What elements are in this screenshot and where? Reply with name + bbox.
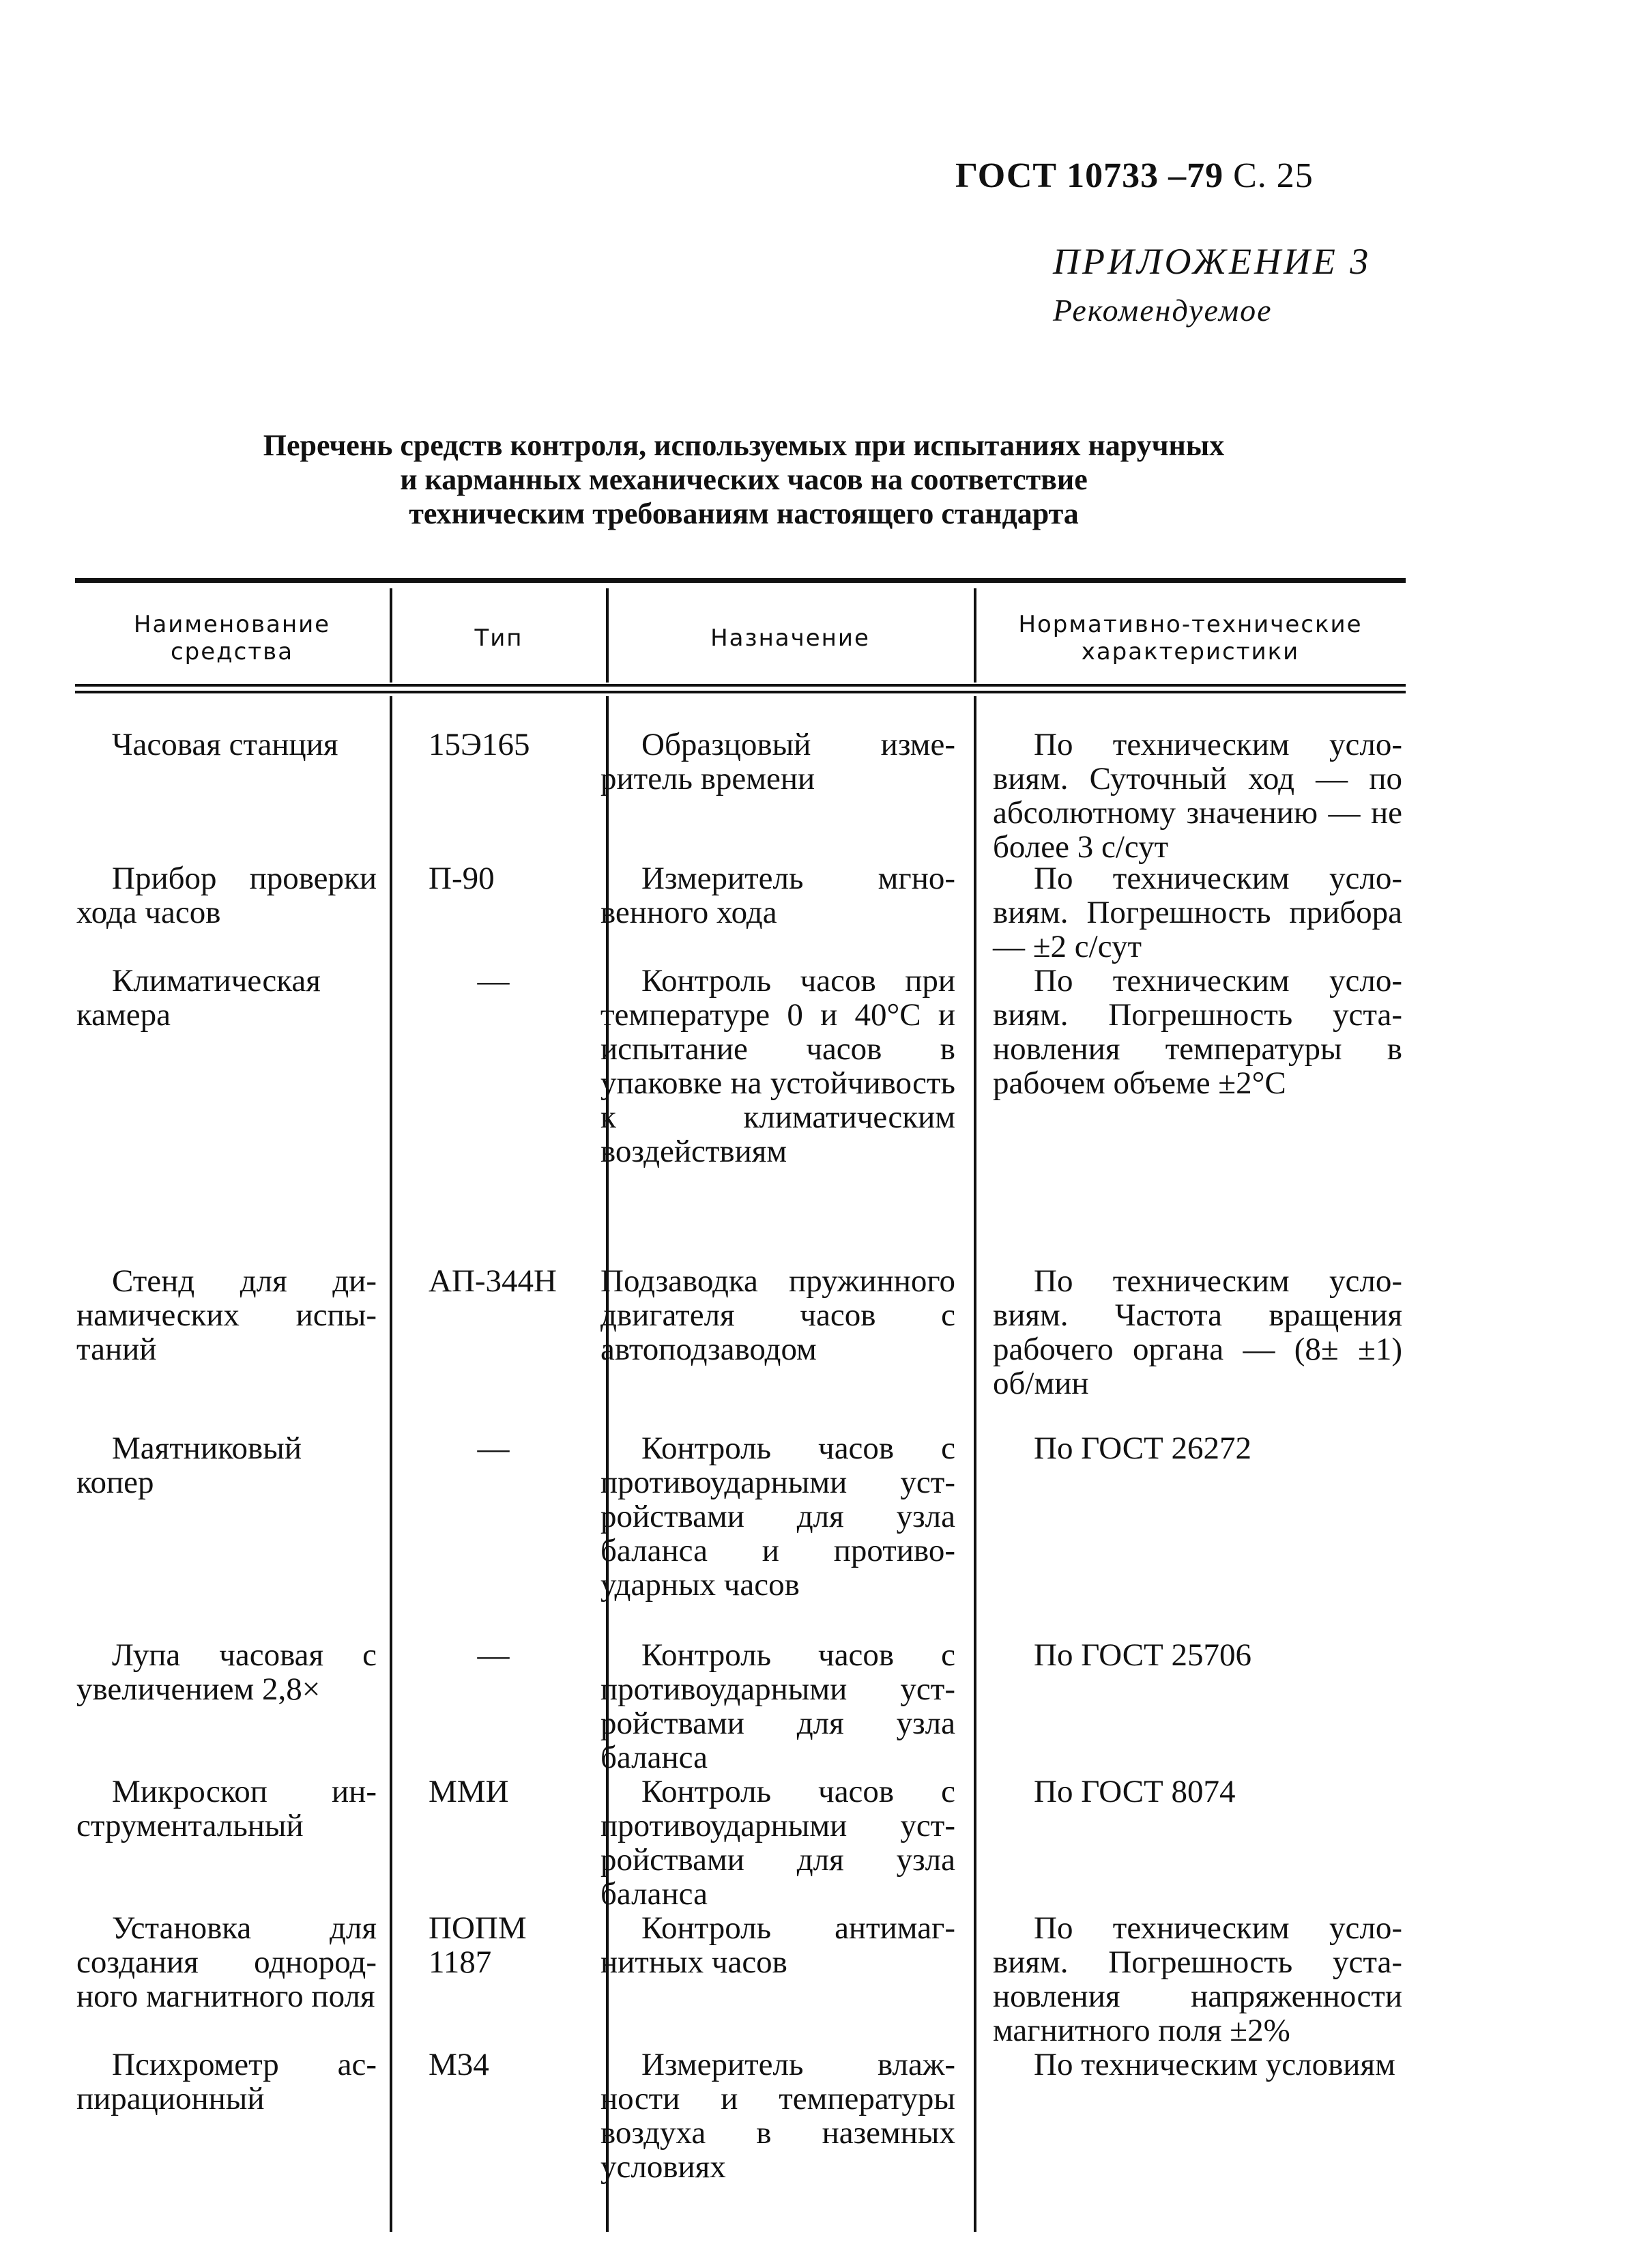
table-top-rule xyxy=(75,578,1406,583)
table-cell-specs: По ГОСТ 25706 xyxy=(1034,1637,1252,1673)
document-title xyxy=(123,429,1365,531)
table-cell-type: — xyxy=(477,1637,510,1673)
table-cell-specs: По техническим условиям. Погрешность установления температуры в рабочем объеме ±2°С xyxy=(993,963,1402,1101)
table-cell-purpose: Подзаводка пружинного двигателя часов с автоподзаводом xyxy=(600,1263,955,1367)
table-cell-type: ММИ xyxy=(429,1774,509,1809)
page-header xyxy=(955,156,1433,196)
table-cell-type: — xyxy=(477,963,510,999)
header-bottom-rule-2 xyxy=(75,691,1406,693)
column-header-type: Тип xyxy=(474,625,523,652)
table-cell-name: Лупа часовая с увеличением 2,8× xyxy=(76,1637,377,1707)
table-cell-type: ПОПМ 1187 xyxy=(429,1910,527,1980)
table-cell-name: Микроскоп инструментальный xyxy=(76,1774,377,1843)
table-cell-type: 15Э165 xyxy=(429,727,530,762)
title-line-3: техническим требованиям настоящего стандарта xyxy=(409,497,1079,530)
header-divider-2 xyxy=(606,588,609,683)
table-cell-specs: По техническим условиям xyxy=(1034,2047,1395,2082)
page-number: С. 25 xyxy=(1233,156,1314,195)
table-cell-type: М34 xyxy=(429,2047,489,2082)
header-divider-3 xyxy=(974,588,976,683)
table-cell-name: Климатическая камера xyxy=(76,963,321,1033)
table-cell-specs: По ГОСТ 8074 xyxy=(1034,1774,1236,1809)
header-bottom-rule-1 xyxy=(75,684,1406,687)
title-line-1: Перечень средств контроля, используемых при испытаниях наручных xyxy=(263,429,1225,462)
column-header-specs: Нормативно-технические характеристики xyxy=(1018,611,1363,665)
table-cell-specs: По техническим условиям. Погрешность установления напряженности магнитного поля ±2% xyxy=(993,1910,1402,2048)
table-cell-purpose: Контроль часов с противоударными устройствами для узла баланса xyxy=(600,1637,955,1775)
table-cell-purpose: Контроль часов с противоударными устройствами для узла баланса xyxy=(600,1774,955,1912)
table-cell-purpose: Измеритель влажности и температуры воздуха в наземных условиях xyxy=(600,2047,955,2185)
appendix-status: Рекомендуемое xyxy=(1053,293,1273,328)
table-cell-purpose: Контроль часов с противоударными устройствами для узла баланса и противоударных часов xyxy=(600,1431,955,1603)
table-cell-purpose: Образцовый измеритель времени xyxy=(600,727,955,796)
table-cell-specs: По техническим условиям. Частота вращения рабочего органа — (8± ±1) об/мин xyxy=(993,1263,1402,1401)
table-cell-name: Стенд для динамических испытаний xyxy=(76,1263,377,1367)
standard-number: ГОСТ 10733 –79 xyxy=(955,156,1224,195)
table-cell-specs: По техническим условиям. Погрешность прибора — ±2 с/сут xyxy=(993,861,1402,964)
table-cell-purpose: Измеритель мгновенного хода xyxy=(600,861,955,930)
title-line-2: и карманных механических часов на соответствие xyxy=(400,463,1088,496)
table-cell-purpose: Контроль часов при температуре 0 и 40°С и испытание часов в упаковке на устойчивость к климатическим воздействиям xyxy=(600,963,955,1169)
table-cell-name: Прибор проверки хода часов xyxy=(76,861,377,930)
table-cell-type: — xyxy=(477,1431,510,1466)
table-cell-type: П-90 xyxy=(429,861,495,896)
appendix-title: ПРИЛОЖЕНИЕ 3 xyxy=(1053,241,1372,282)
table-cell-specs: По техническим условиям. Суточный ход — по абсолютному значению — не более 3 с/сут xyxy=(993,727,1402,865)
table-cell-type: АП-344Н xyxy=(429,1263,557,1299)
column-header-name: Наименование средства xyxy=(133,611,331,665)
table-cell-specs: По ГОСТ 26272 xyxy=(1034,1431,1252,1466)
table-cell-purpose: Контроль антимагнитных часов xyxy=(600,1910,955,1980)
table-cell-name: Часовая станция xyxy=(112,727,338,762)
column-divider-3 xyxy=(974,696,976,2232)
table-cell-name: Маятниковый копер xyxy=(76,1431,302,1500)
table-cell-name: Установка для создания однородного магнитного поля xyxy=(76,1910,377,2014)
header-divider-1 xyxy=(390,588,392,683)
table-cell-name: Психрометр аспирационный xyxy=(76,2047,377,2116)
column-header-purpose: Назначение xyxy=(710,625,870,652)
column-divider-1 xyxy=(390,696,392,2232)
